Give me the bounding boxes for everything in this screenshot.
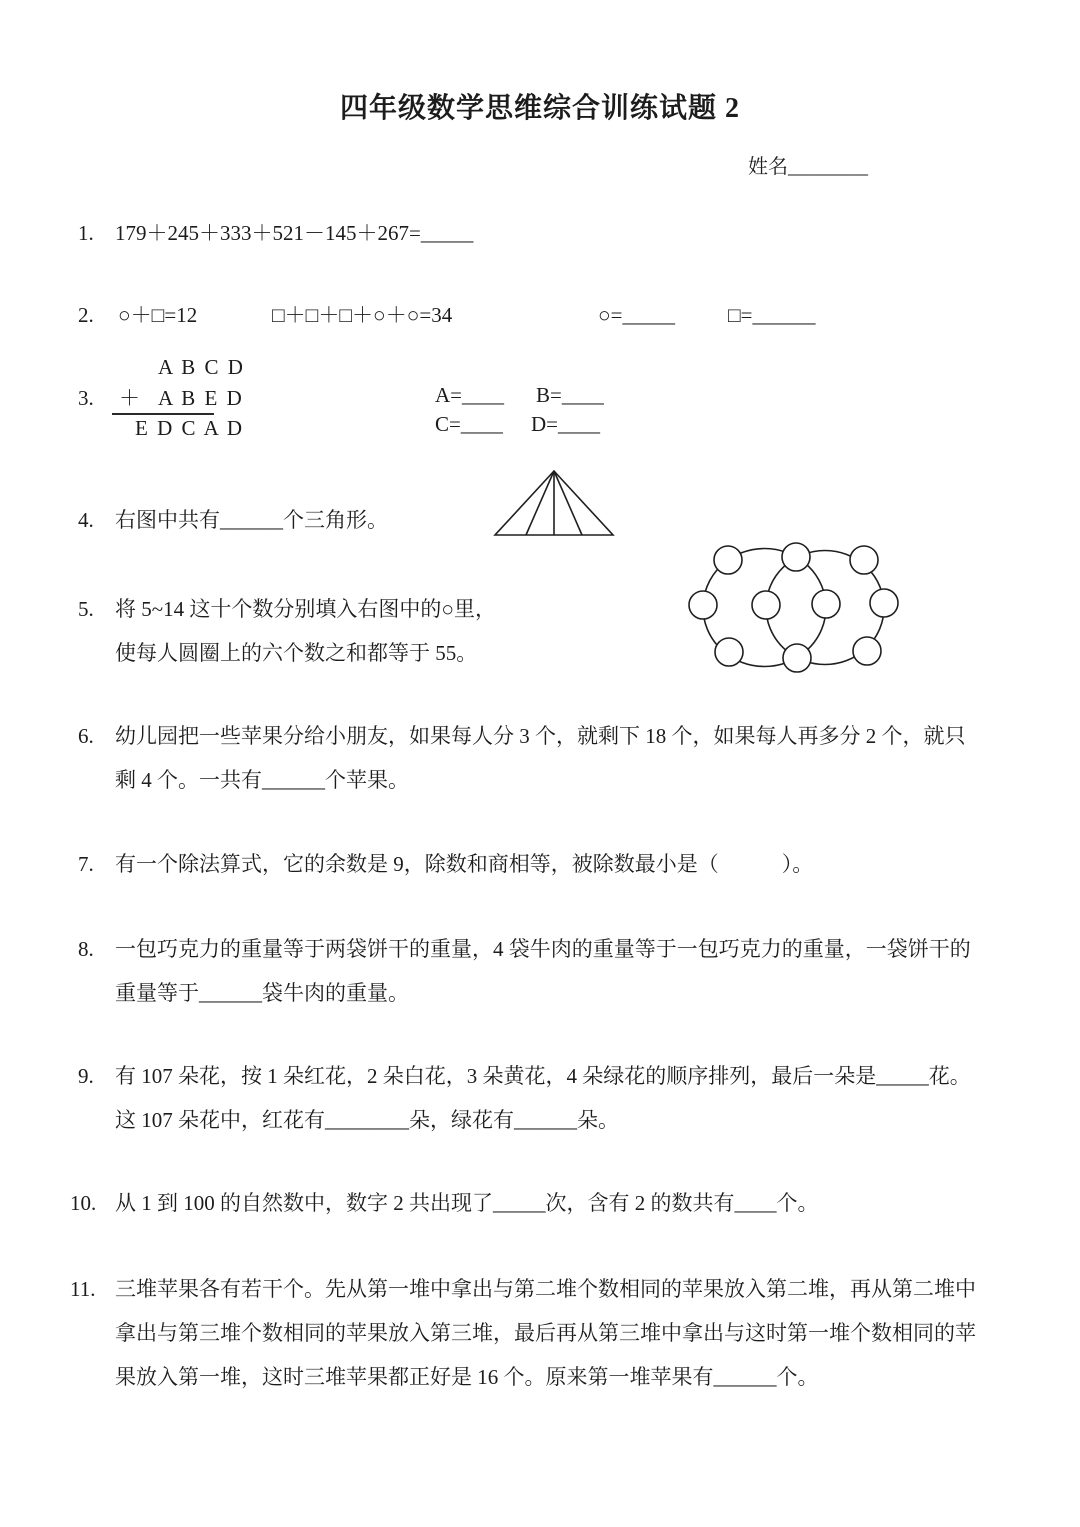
question-9 <box>70 1054 1070 1142</box>
question-10-number: 10. <box>70 1191 97 1215</box>
node-top-center <box>782 543 810 571</box>
node-top-left <box>714 546 742 574</box>
question-11-text-line-1: 三堆苹果各有若干个。先从第一堆中拿出与第二堆个数相同的苹果放入第二堆，再从第二堆中 <box>115 1277 976 1301</box>
name-blank-line: ________ <box>788 156 868 178</box>
node-bottom-left <box>715 638 743 666</box>
question-5-text-line-1: 将 5~14 这十个数分别填入右图中的○里， <box>115 597 497 621</box>
question-3-addend-top: A B C D <box>158 355 245 379</box>
question-6-text-line-1: 幼儿园把一些苹果分给小朋友，如果每人分 3 个，就剩下 18 个，如果每人再多分 2 个，就只 <box>115 724 966 748</box>
question-8-number: 8. <box>78 937 94 961</box>
question-7-number: 7. <box>78 852 94 876</box>
node-bottom-right <box>853 637 881 665</box>
question-3-number: 3. <box>78 386 94 410</box>
question-3-answer-d: D=____ <box>531 412 601 436</box>
question-4-text: 右图中共有______个三角形。 <box>115 508 388 532</box>
question-6-number: 6. <box>78 724 94 748</box>
question-1 <box>70 211 1070 255</box>
question-2-answer-square: □=______ <box>728 303 816 327</box>
question-10-text: 从 1 到 100 的自然数中，数字 2 共出现了_____次，含有 2 的数共有____个。 <box>115 1191 819 1215</box>
question-2-number: 2. <box>78 303 94 327</box>
question-7-text: 有一个除法算式，它的余数是 9，除数和商相等，被除数最小是（ ）。 <box>115 852 814 876</box>
question-10 <box>70 1181 1070 1225</box>
node-inner-left <box>752 591 780 619</box>
question-3-answer-c: C=____ <box>435 412 503 436</box>
question-3-sum: E D C A D <box>135 416 245 440</box>
question-11-number: 11. <box>70 1277 96 1301</box>
question-1-text: 179＋245＋333＋521－145＋267=_____ <box>115 221 474 245</box>
name-label: 姓名 <box>748 156 788 178</box>
question-8-text-line-2: 重量等于______袋牛肉的重量。 <box>115 981 409 1005</box>
question-6-text-line-2: 剩 4 个。一共有______个苹果。 <box>115 768 409 792</box>
question-8 <box>70 927 1070 1015</box>
page-title: 四年级数学思维综合训练试题 2 <box>339 93 740 124</box>
question-2-equation-1: ○＋□=12 <box>118 303 198 327</box>
question-1-number: 1. <box>78 221 94 245</box>
question-2-answer-circle: ○=_____ <box>598 303 676 327</box>
question-3-addend-bottom: A B E D <box>158 386 244 410</box>
question-9-text-line-2: 这 107 朵花中，红花有________朵，绿花有______朵。 <box>115 1108 619 1132</box>
node-left-middle <box>689 591 717 619</box>
node-top-right <box>850 546 878 574</box>
node-inner-right <box>812 590 840 618</box>
question-11-text-line-3: 果放入第一堆，这时三堆苹果都正好是 16 个。原来第一堆苹果有______个。 <box>115 1365 819 1389</box>
question-11-text-line-2: 拿出与第三堆个数相同的苹果放入第三堆，最后再从第三堆中拿出与这时第一堆个数相同的苹 <box>115 1321 976 1345</box>
plus-sign: ＋ <box>119 386 140 410</box>
question-6 <box>70 714 1070 802</box>
triangle-inner-line-3 <box>554 471 582 535</box>
name-row <box>748 150 868 179</box>
question-11 <box>70 1267 1070 1399</box>
circles-figure <box>676 526 916 678</box>
question-7 <box>70 842 1070 886</box>
question-5-number: 5. <box>78 597 94 621</box>
addition-rule-line <box>112 413 214 415</box>
question-8-text-line-1: 一包巧克力的重量等于两袋饼干的重量，4 袋牛肉的重量等于一包巧克力的重量，一袋饼干的 <box>115 937 971 961</box>
node-bottom-center <box>783 644 811 672</box>
triangle-figure <box>490 464 620 544</box>
question-9-text-line-1: 有 107 朵花，按 1 朵红花，2 朵白花，3 朵黄花，4 朵绿花的顺序排列，最后一朵是_____花。 <box>115 1064 971 1088</box>
question-5-text-line-2: 使每人圆圈上的六个数之和都等于 55。 <box>115 641 478 665</box>
node-right-middle <box>870 589 898 617</box>
question-5 <box>70 587 1070 675</box>
question-9-number: 9. <box>78 1064 94 1088</box>
question-2-equation-2: □＋□＋□＋○＋○=34 <box>272 303 453 327</box>
question-4-number: 4. <box>78 508 94 532</box>
question-3-answer-a: A=____ <box>435 383 505 407</box>
question-3-answer-b: B=____ <box>536 383 604 407</box>
triangle-inner-line-1 <box>526 471 554 535</box>
question-3 <box>70 346 1070 446</box>
